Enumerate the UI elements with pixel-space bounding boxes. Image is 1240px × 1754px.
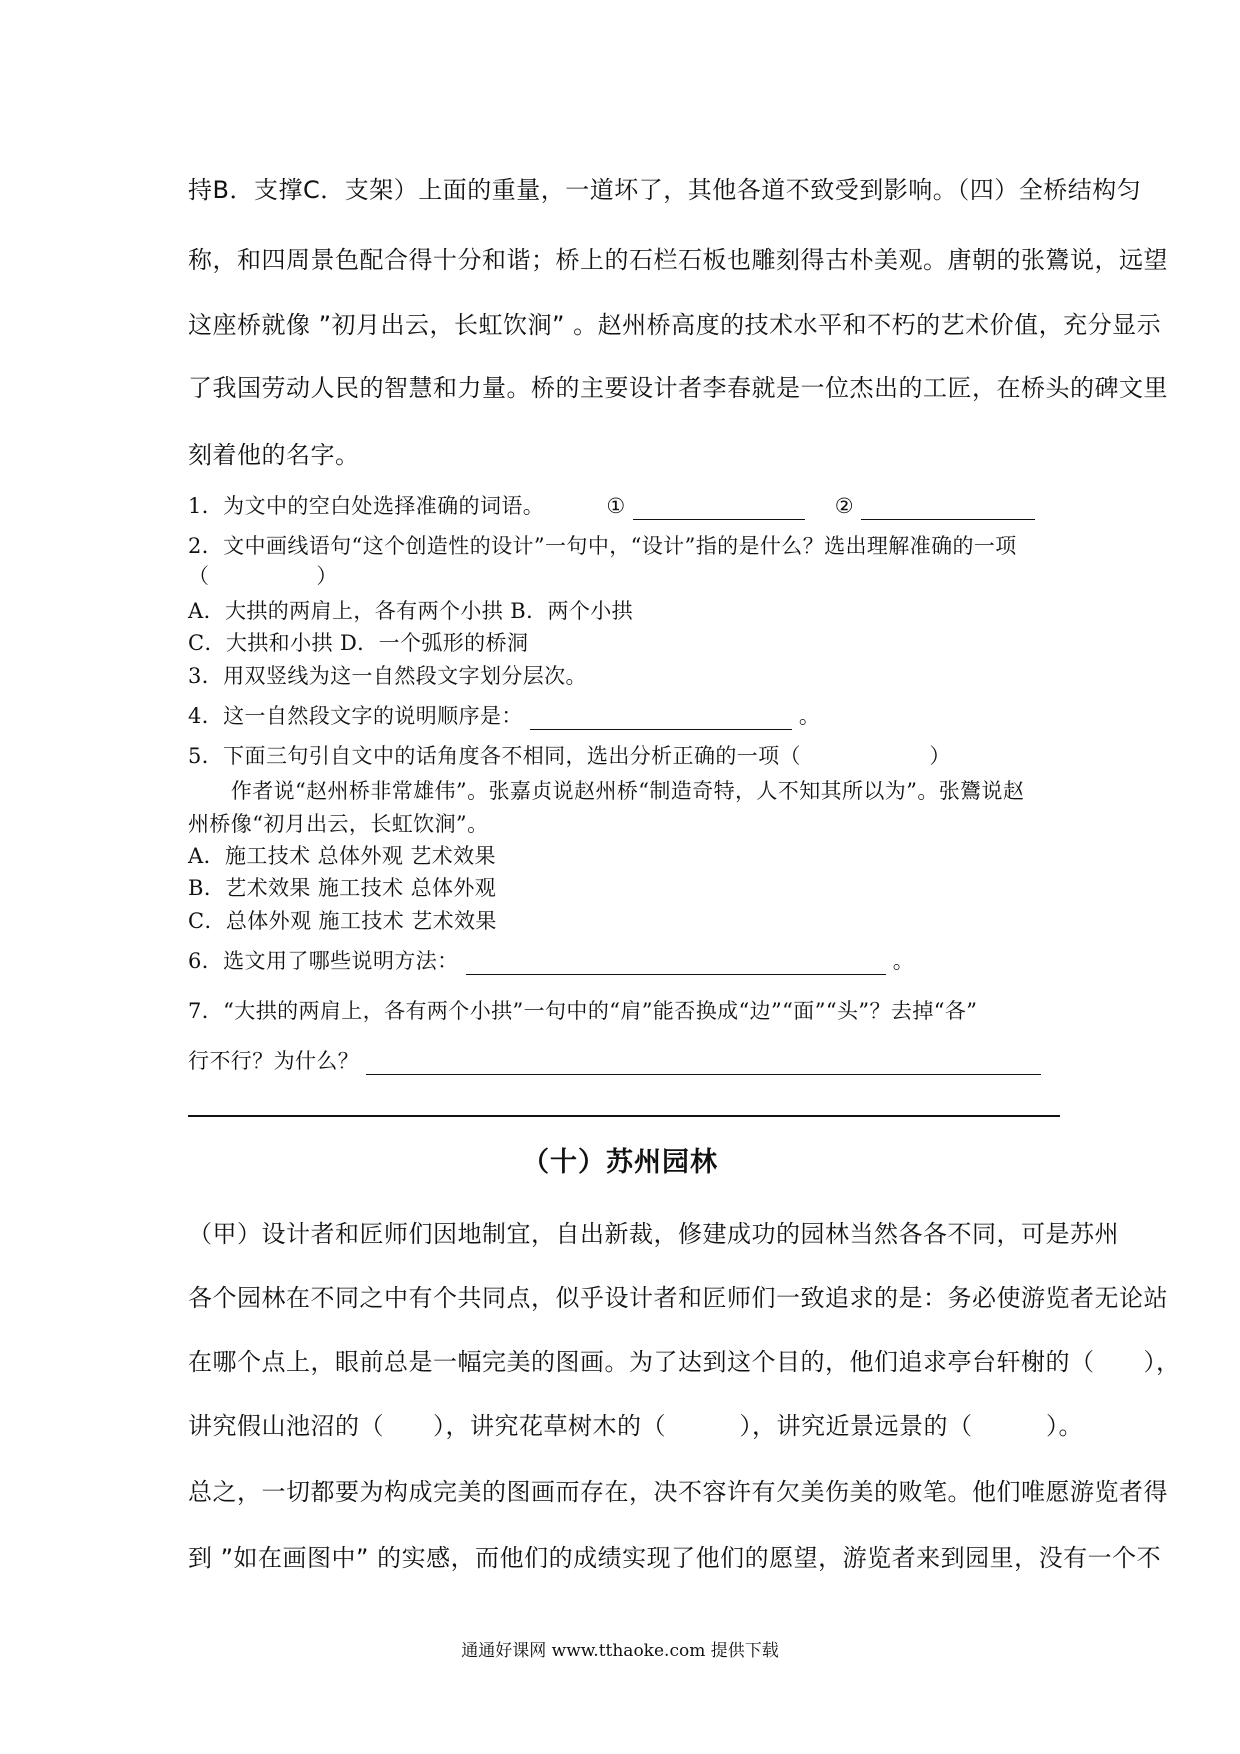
punctuation: 。 xyxy=(892,949,915,973)
passage-line: 了我国劳动人民的智慧和力量。桥的主要设计者李春就是一位杰出的工匠，在桥头的碑文里 xyxy=(188,374,1168,402)
passage-line: 到 ”如在画图中” 的实感，而他们的成绩实现了他们的愿望，游览者来到园里，没有一个不 xyxy=(188,1544,1162,1572)
passage-line: 持B．支撑C．支架）上面的重量，一道坏了，其他各道不致受到影响。（四）全桥结构匀 xyxy=(188,176,1142,204)
question-2: 2．文中画线语句“这个创造性的设计”一句中，“设计”指的是什么？选出理解准确的一项 xyxy=(188,534,1017,558)
question-text: 4．这一自然段文字的说明顺序是： xyxy=(188,704,523,728)
option-line: C．总体外观 施工技术 艺术效果 xyxy=(188,909,497,933)
passage-line: （甲）设计者和匠师们因地制宜，自出新裁，修建成功的园林当然各各不同，可是苏州 xyxy=(188,1220,1119,1248)
blank-marker-2: ② xyxy=(834,494,855,518)
quote-line: 州桥像“初月出云，长虹饮涧”。 xyxy=(188,812,489,836)
answer-blank[interactable] xyxy=(530,709,792,730)
question-text: 行不行？为什么？ xyxy=(188,1049,360,1073)
section-title: （十）苏州园林 xyxy=(522,1147,718,1178)
quote-line: 作者说“赵州桥非常雄伟”。张嘉贞说赵州桥“制造奇特，人不知其所以为”。张鷟说赵 xyxy=(188,779,1025,803)
option-line: A．施工技术 总体外观 艺术效果 xyxy=(188,844,496,868)
question-4 xyxy=(188,700,1060,730)
question-7: 7．“大拱的两肩上，各有两个小拱”一句中的“肩”能否换成“边”“面”“头”？去掉“各” xyxy=(188,999,978,1023)
passage-line: 这座桥就像 ”初月出云，长虹饮涧” 。赵州桥高度的技术水平和不朽的艺术价值，充分显示 xyxy=(188,311,1162,339)
punctuation: 。 xyxy=(798,704,821,728)
passage-line: 讲究假山池沼的（ ），讲究花草树木的（ ），讲究近景远景的（ ）。 xyxy=(188,1412,1083,1440)
answer-blank[interactable] xyxy=(466,954,886,975)
question-5: 5．下面三句引自文中的话角度各不相同，选出分析正确的一项（ ） xyxy=(188,744,951,768)
question-7-line-2 xyxy=(188,1045,1060,1075)
question-1 xyxy=(188,490,1060,520)
answer-blank-2[interactable] xyxy=(861,499,1035,520)
question-6 xyxy=(188,945,1060,975)
passage-line: 各个园林在不同之中有个共同点，似乎设计者和匠师们一致追求的是：务必使游览者无论站 xyxy=(188,1284,1168,1312)
answer-paren-2[interactable]: （ ） xyxy=(188,564,338,588)
answer-blank-1[interactable] xyxy=(633,499,805,520)
blank-marker-1: ① xyxy=(606,494,626,518)
answer-blank[interactable] xyxy=(366,1054,1041,1075)
passage-line: 称，和四周景色配合得十分和谐；桥上的石栏石板也雕刻得古朴美观。唐朝的张鷟说，远望 xyxy=(188,246,1168,274)
option-line: B．艺术效果 施工技术 总体外观 xyxy=(188,876,497,900)
question-3: 3．用双竖线为这一自然段文字划分层次。 xyxy=(188,664,587,688)
question-text: 6．选文用了哪些说明方法： xyxy=(188,949,459,973)
passage-line: 刻着他的名字。 xyxy=(188,441,360,469)
option-line: C．大拱和小拱 D．一个弧形的桥洞 xyxy=(188,631,529,655)
option-line: A．大拱的两肩上，各有两个小拱 B．两个小拱 xyxy=(188,599,634,623)
question-text: 1．为文中的空白处选择准确的词语。 xyxy=(188,494,545,518)
passage-line: 总之，一切都要为构成完美的图画而存在，决不容许有欠美伤美的败笔。他们唯愿游览者得 xyxy=(188,1478,1168,1506)
page-footer: 通通好课网 www.tthaoke.com 提供下载 xyxy=(461,1641,779,1661)
section-divider xyxy=(188,1115,1060,1117)
passage-line: 在哪个点上，眼前总是一幅完美的图画。为了达到这个目的，他们追求亭台轩榭的（ ）， xyxy=(188,1348,1181,1376)
